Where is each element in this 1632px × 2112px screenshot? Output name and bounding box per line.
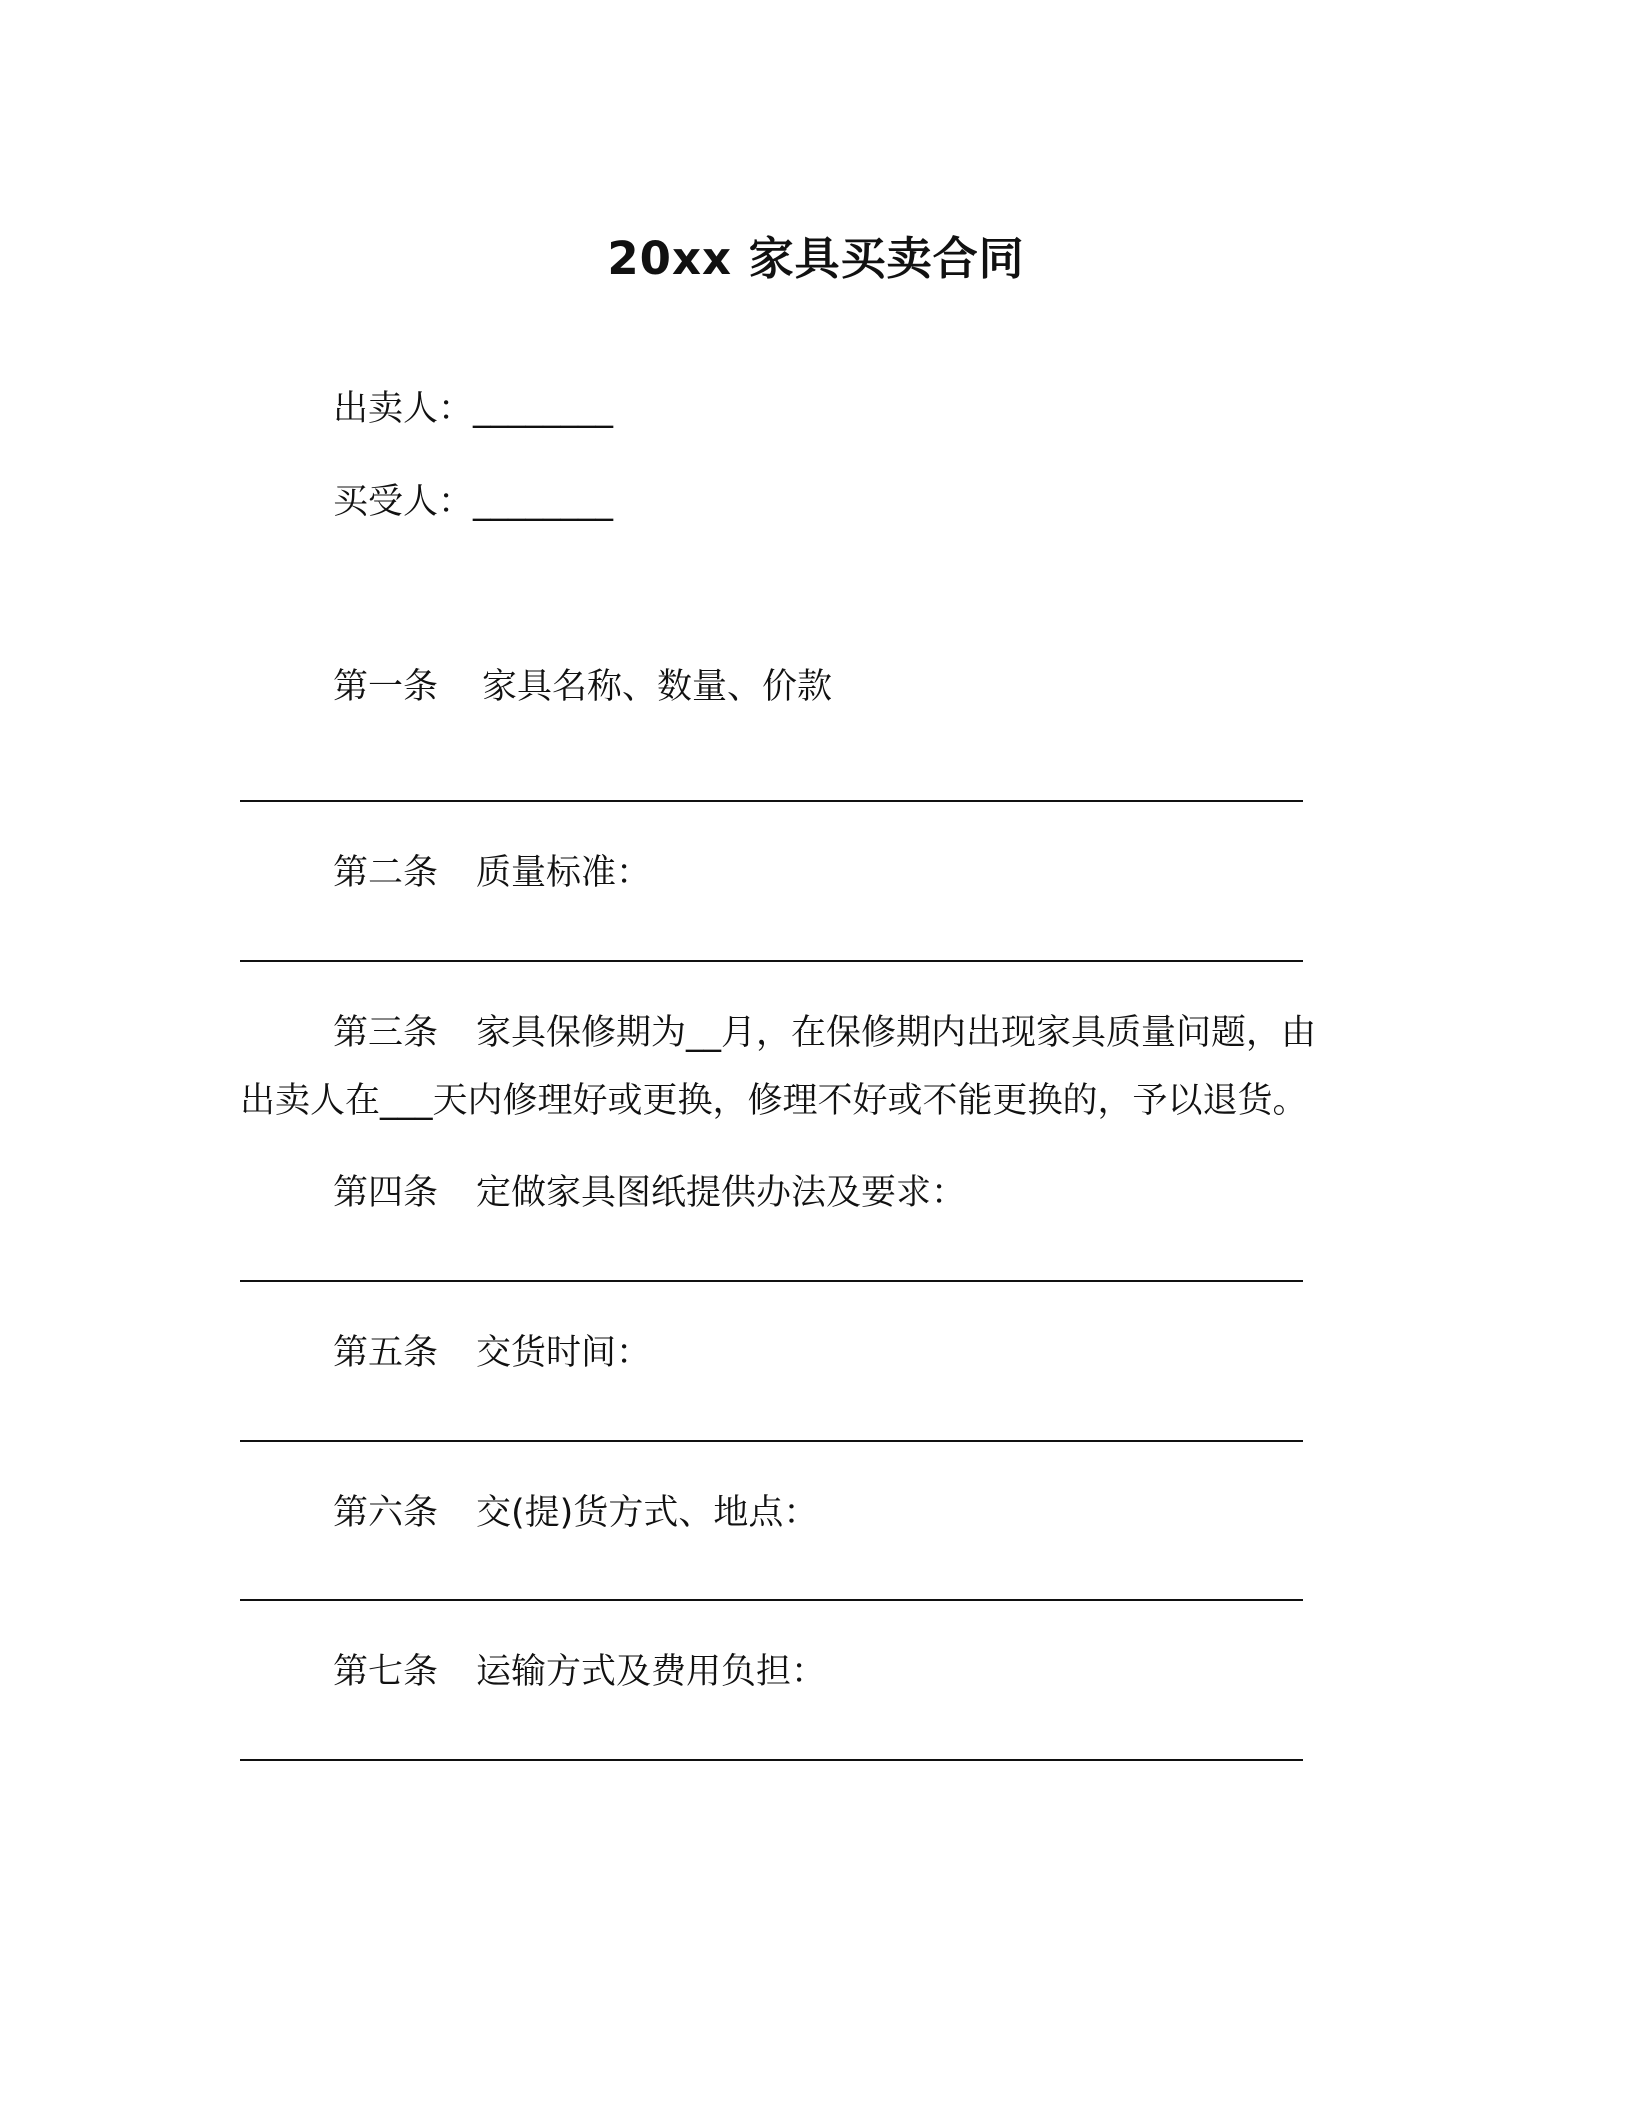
article-text: 运输方式及费用负担： — [476, 1652, 827, 1692]
seller-blank: ________ — [473, 389, 614, 429]
fill-in-rule — [240, 1280, 1303, 1282]
article-5 — [333, 1330, 651, 1376]
article-text: 定做家具图纸提供办法及要求： — [476, 1173, 967, 1213]
article-1 — [333, 664, 832, 710]
article-text-line2: 出卖人在___天内修理好或更换，修理不好或不能更换的，予以退货。 — [240, 1081, 1308, 1121]
article-number: 第二条 — [333, 853, 439, 893]
fill-in-rule — [240, 800, 1303, 802]
article-text: 交(提)货方式、地点： — [476, 1493, 819, 1533]
buyer-blank: ________ — [473, 482, 614, 522]
article-7 — [333, 1649, 826, 1695]
fill-in-rule — [240, 1759, 1303, 1761]
fill-in-rule — [240, 960, 1303, 962]
article-number: 第六条 — [333, 1493, 439, 1533]
article-6 — [333, 1490, 818, 1536]
buyer-line — [333, 479, 613, 525]
article-number: 第一条 — [333, 667, 439, 707]
fill-in-rule — [240, 1440, 1303, 1442]
fill-in-rule — [240, 1599, 1303, 1601]
article-3-continuation — [240, 1078, 1308, 1124]
buyer-label: 买受人： — [333, 482, 474, 522]
article-text-line1: 家具保修期为__月，在保修期内出现家具质量问题，由 — [476, 1013, 1317, 1053]
seller-line — [333, 386, 613, 432]
document-title: 20xx 家具买卖合同 — [607, 232, 1025, 285]
article-number: 第四条 — [333, 1173, 439, 1213]
seller-label: 出卖人： — [333, 389, 474, 429]
article-number: 第五条 — [333, 1333, 439, 1373]
article-number: 第七条 — [333, 1652, 439, 1692]
article-text: 家具名称、数量、价款 — [482, 667, 833, 707]
article-text: 交货时间： — [476, 1333, 652, 1373]
article-3 — [333, 1010, 1316, 1056]
article-4 — [333, 1170, 966, 1216]
article-number: 第三条 — [333, 1013, 439, 1053]
article-2 — [333, 850, 651, 896]
article-text: 质量标准： — [476, 853, 652, 893]
